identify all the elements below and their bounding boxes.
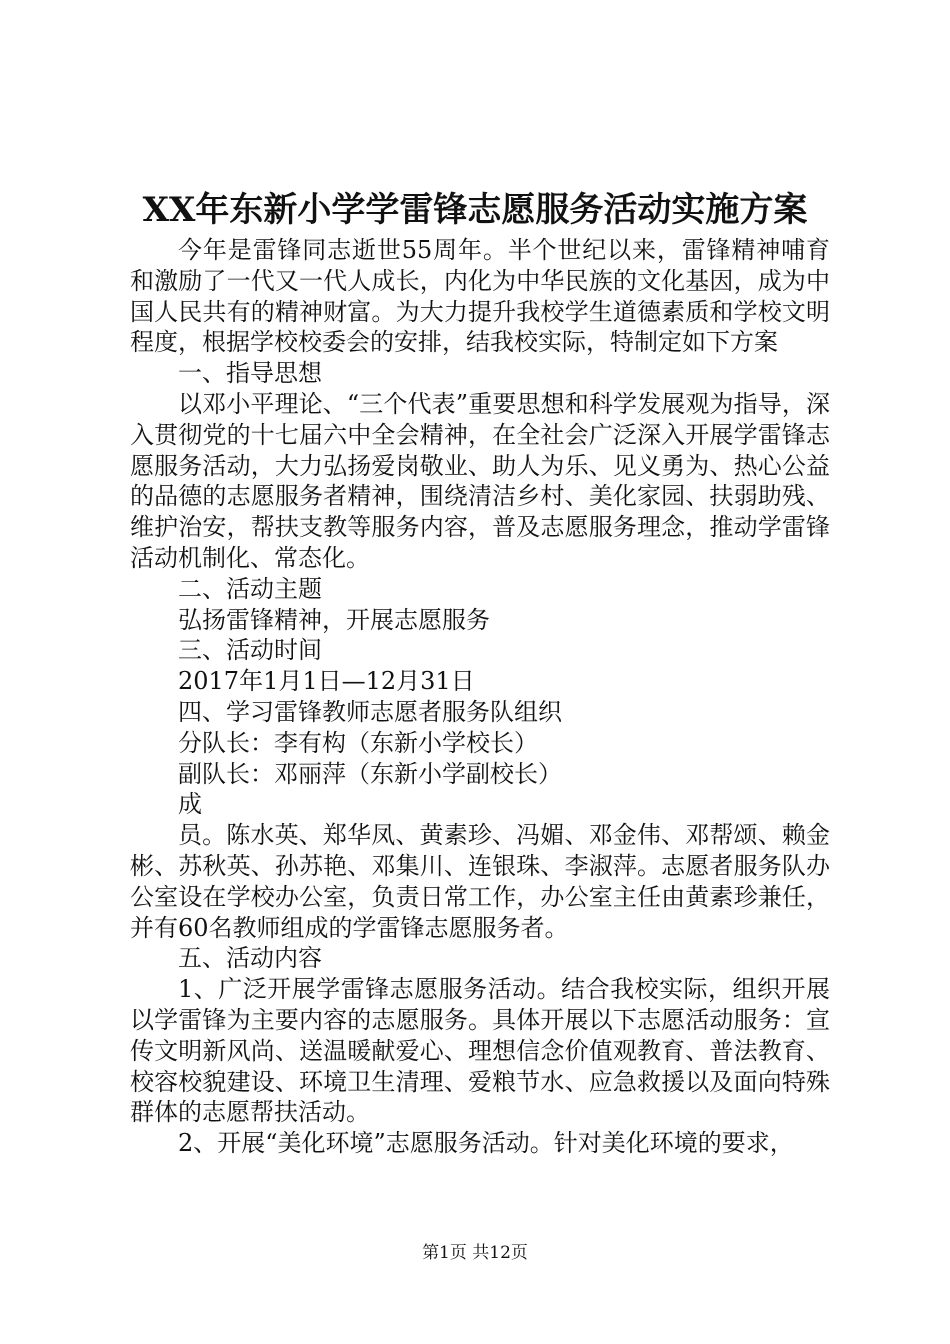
paragraph-members-label: 成	[178, 790, 202, 819]
paragraph-intro: 今年是雷锋同志逝世55周年。半个世纪以来，雷锋精神哺育和激励了一代又一代人成长，内化为中华民族的文化基因，成为中国人民共有的精神财富。为大力提升我校学生道德素质和学校文明程度，根据学校校委会的安排，结我校实际，特制定如下方案	[130, 236, 830, 357]
document-body	[130, 235, 830, 1159]
page-number: 第1页 共12页	[422, 1243, 528, 1263]
heading-activity-theme: 二、活动主题	[178, 574, 322, 603]
paragraph-activity-theme: 弘扬雷锋精神，开展志愿服务	[178, 605, 490, 634]
paragraph-activity-time: 2017年1月1日—12月31日	[178, 667, 475, 696]
paragraph-content-item-1: 1、广泛开展学雷锋志愿服务活动。结合我校实际，组织开展以学雷锋为主要内容的志愿服务。具体开展以下志愿活动服务：宣传文明新风尚、送温暖献爱心、理想信念价值观教育、普法教育、校容校貌建设、环境卫生清理、爱粮节水、应急救援以及面向特殊群体的志愿帮扶活动。	[130, 975, 830, 1127]
paragraph-members: 员。陈水英、郑华凤、黄素珍、冯媚、邓金伟、邓帮颂、赖金彬、苏秋英、孙苏艳、邓集川、连银珠、李淑萍。志愿者服务队办公室设在学校办公室，负责日常工作，办公室主任由黄素珍兼任，并有60名教师组成的学雷锋志愿服务者。	[130, 821, 830, 942]
document-title: XX年东新小学学雷锋志愿服务活动实施方案	[142, 190, 808, 230]
paragraph-deputy-leader: 副队长：邓丽萍（东新小学副校长）	[178, 759, 562, 788]
paragraph-content-item-2: 2、开展“美化环境”志愿服务活动。针对美化环境的要求，	[178, 1129, 794, 1158]
heading-guiding-thought: 一、指导思想	[178, 359, 322, 388]
paragraph-team-leader: 分队长：李有构（东新小学校长）	[178, 728, 538, 757]
heading-activity-time: 三、活动时间	[178, 636, 322, 665]
heading-activity-content: 五、活动内容	[178, 944, 322, 973]
paragraph-guiding-thought: 以邓小平理论、“三个代表”重要思想和科学发展观为指导，深入贯彻党的十七届六中全会精神，在全社会广泛深入开展学雷锋志愿服务活动，大力弘扬爱岗敬业、助人为乐、见义勇为、热心公益的品德的志愿服务者精神，围绕清洁乡村、美化家园、扶弱助残、维护治安，帮扶支教等服务内容，普及志愿服务理念，推动学雷锋活动机制化、常态化。	[130, 389, 830, 572]
heading-volunteer-team: 四、学习雷锋教师志愿者服务队组织	[178, 697, 562, 726]
